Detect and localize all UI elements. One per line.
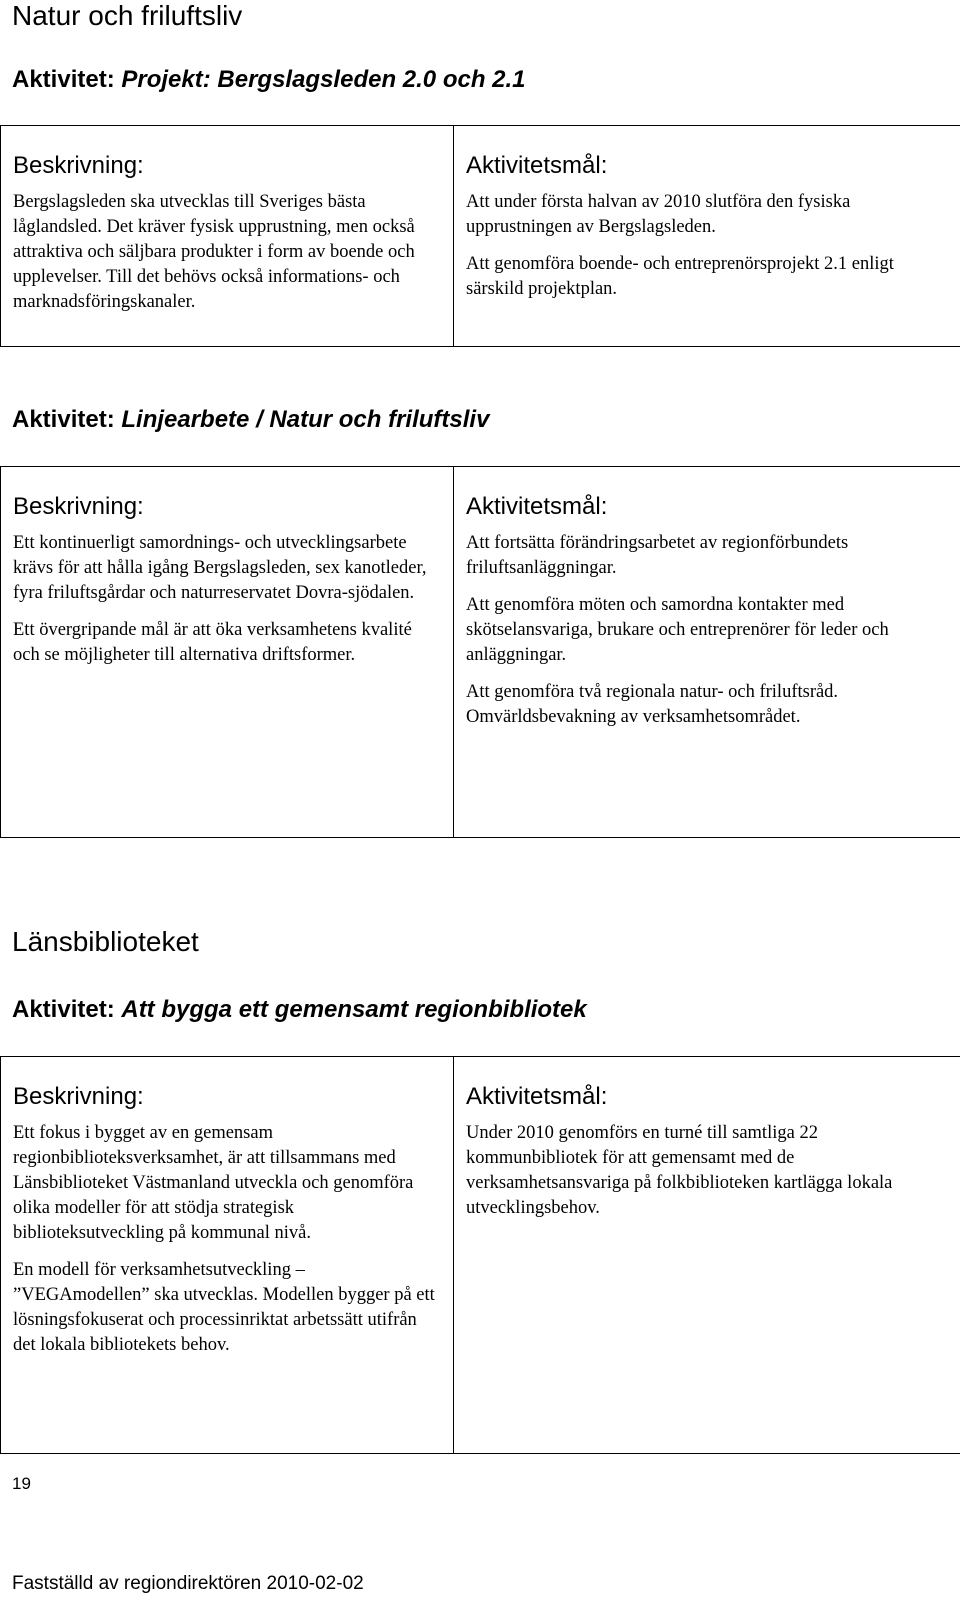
goals-label: Aktivitetsmål: [466,1083,608,1110]
description-paragraph: Ett övergripande mål är att öka verksamhetens kvalité och se möjligheter till alternativa driftsformer. [13,620,412,665]
description-label: Beskrivning: [13,493,144,520]
description-paragraph: Ett fokus i bygget av en gemensam regionbiblioteksverksamhet, är att tillsammans med Länsbiblioteket Västmanland utveckla och genomföra olika modeller för att stödja strategisk biblioteksutveckling på kommunal nivå. [13,1123,414,1243]
goals-cell [454,467,960,838]
activity-table-regionbibliotek [0,1056,960,1454]
description-cell [1,467,454,838]
activity-prefix: Aktivitet: [12,406,115,433]
activity-heading-linjearbete [12,406,489,434]
description-paragraph: Ett kontinuerligt samordnings- och utvecklingsarbete krävs för att hålla igång Bergslagsleden, sex kanotleder, fyra friluftsgårdar och naturreservatet Dovra-sjödalen. [13,533,427,603]
section-title-lansbiblioteket: Länsbiblioteket [12,926,199,957]
activity-name: Att bygga ett gemensamt regionbibliotek [121,996,587,1023]
goals-cell [454,1057,960,1454]
goal-paragraph: Att genomföra möten och samordna kontakter med skötselansvariga, brukare och entreprenörer för leder och anläggningar. [466,595,889,665]
description-cell [1,1057,454,1454]
activity-prefix: Aktivitet: [12,66,115,93]
page-number: 19 [12,1474,31,1493]
goal-paragraph: Under 2010 genomförs en turné till samtliga 22 kommunbibliotek för att gemensamt med de verksamhetsansvariga på folkbiblioteken kartlägga lokala utvecklingsbehov. [466,1123,893,1218]
description-label: Beskrivning: [13,1083,144,1110]
goal-paragraph: Att fortsätta förändringsarbetet av regionförbundets friluftsanläggningar. [466,533,849,578]
goal-paragraph: Att under första halvan av 2010 slutföra den fysiska upprustningen av Bergslagsleden. [466,192,851,237]
activity-name: Linjearbete / Natur och friluftsliv [121,406,490,433]
section-title-natur: Natur och friluftsliv [12,0,243,31]
activity-table-linjearbete [0,466,960,838]
description-label: Beskrivning: [13,152,144,179]
goals-label: Aktivitetsmål: [466,152,608,179]
goal-paragraph: Att genomföra boende- och entreprenörsprojekt 2.1 enligt särskild projektplan. [466,254,894,299]
activity-heading-regionbibliotek [12,996,587,1024]
goals-label: Aktivitetsmål: [466,493,608,520]
footer-text: Fastställd av regiondirektören 2010-02-02 [12,1573,364,1594]
activity-table-bergslagsleden [0,125,960,347]
description-paragraph: En modell för verksamhetsutveckling – ”VEGAmodellen” ska utvecklas. Modellen bygger på ett lösningsfokuserat och processinriktat arbetssätt utifrån det lokala bibliotekets behov. [13,1260,435,1355]
goals-cell [454,126,960,347]
goal-paragraph: Att genomföra två regionala natur- och friluftsråd. Omvärldsbevakning av verksamhetsområdet. [466,682,839,727]
activity-name: Projekt: Bergslagsleden 2.0 och 2.1 [121,66,526,93]
description-cell [1,126,454,347]
description-paragraph: Bergslagsleden ska utvecklas till Sveriges bästa låglandsled. Det kräver fysisk upprustning, men också attraktiva och säljbara produkter i form av boende och upplevelser. Till det behövs också informations- och marknadsföringskanaler. [13,192,415,312]
activity-heading-bergslagsleden [12,66,526,94]
activity-prefix: Aktivitet: [12,996,115,1023]
